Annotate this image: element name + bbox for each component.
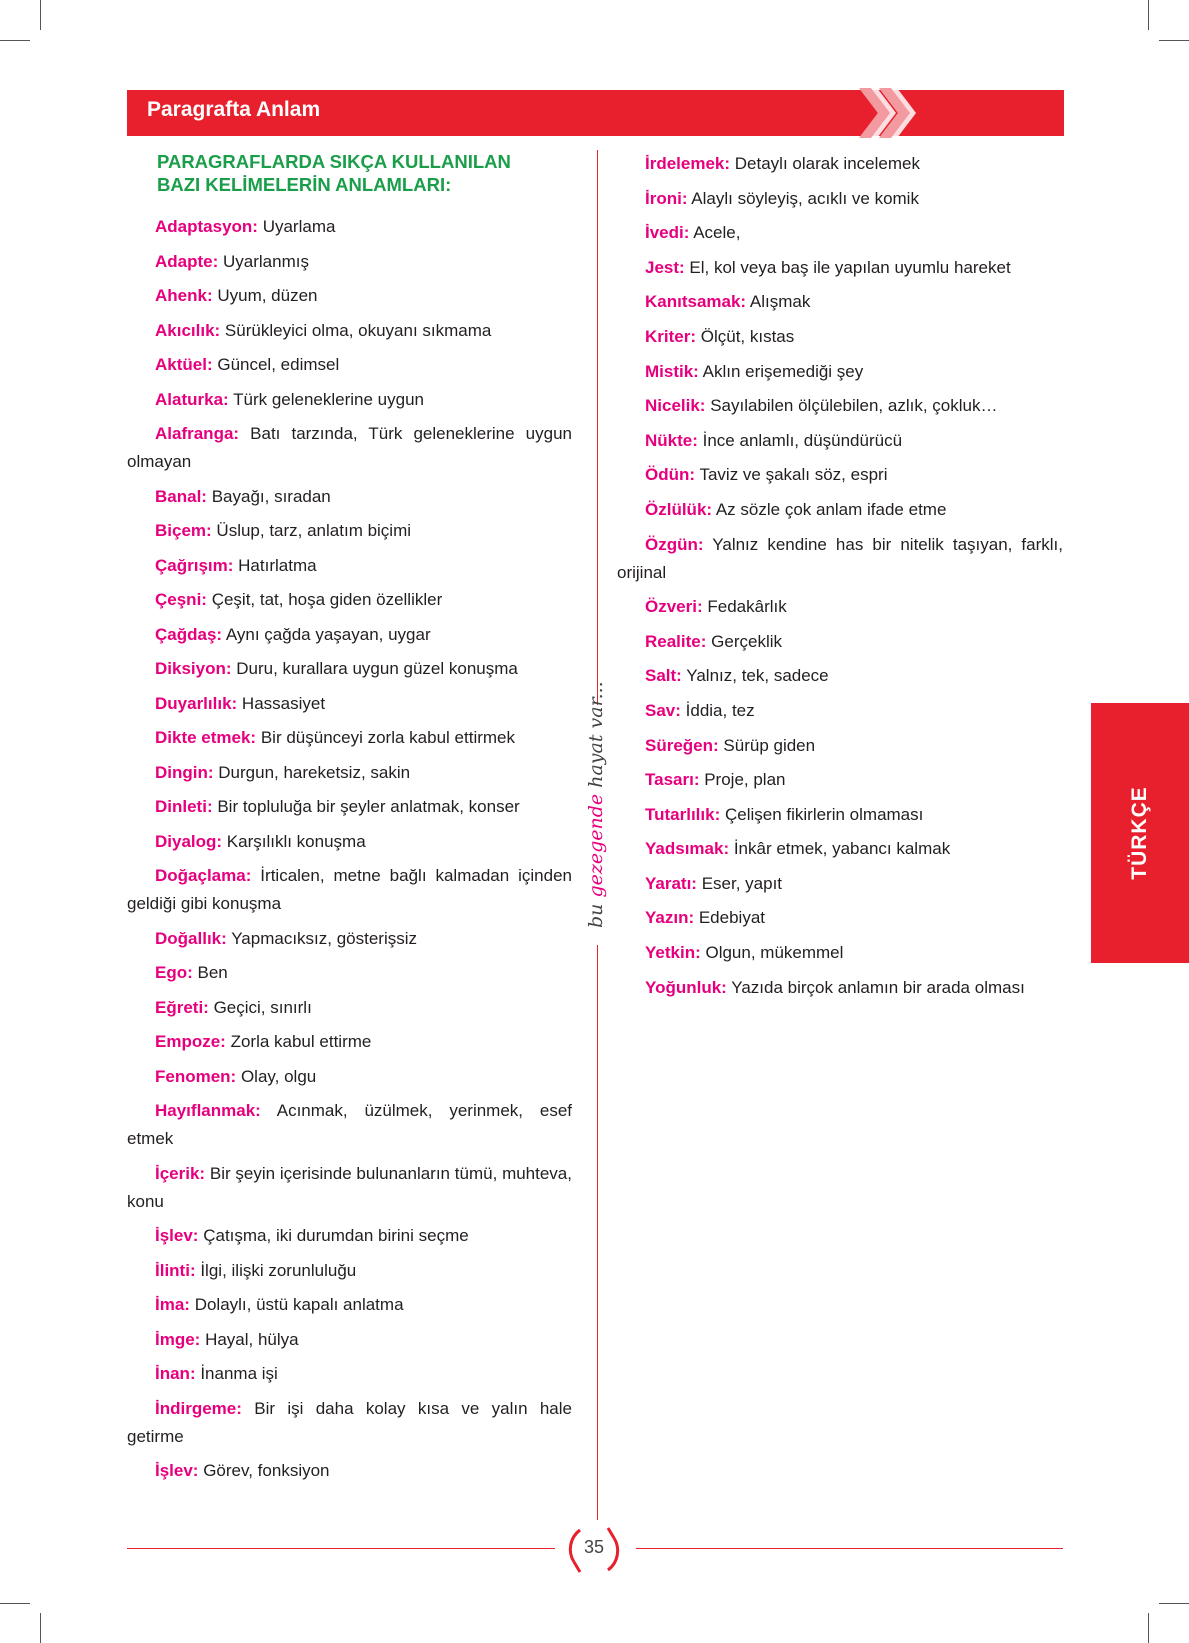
glossary-entry (127, 1063, 572, 1091)
glossary-definition: Gerçeklik (706, 631, 782, 651)
page-number: 35 (583, 1537, 605, 1557)
glossary-definition: Türk geleneklerine uygun (228, 389, 424, 409)
right-column (617, 150, 1063, 1008)
glossary-term: Adapte: (155, 251, 219, 271)
glossary-term: Diksiyon: (155, 659, 232, 678)
glossary-term: Empoze: (155, 1032, 226, 1051)
glossary-entry (127, 483, 572, 511)
crop-mark (1148, 1613, 1149, 1643)
glossary-entry (127, 552, 572, 580)
glossary-term: Dinleti: (155, 797, 213, 816)
glossary-term: İvedi: (645, 223, 690, 243)
glossary-term: Jest: (645, 257, 685, 277)
glossary-definition: Taviz ve şakalı söz, espri (695, 465, 888, 485)
glossary-definition: Hayal, hülya (200, 1329, 299, 1349)
glossary-term: Salt: (645, 666, 682, 686)
glossary-entry (617, 219, 1063, 247)
glossary-entry (617, 185, 1063, 213)
glossary-entry (617, 974, 1063, 1002)
glossary-definition: Bayağı, sıradan (206, 486, 331, 506)
glossary-term: İşlev: (155, 1461, 199, 1480)
glossary-entry (127, 1326, 572, 1354)
glossary-definition: Hatırlatma (233, 555, 317, 575)
glossary-list-left (127, 213, 572, 1485)
glossary-term: Özgün: (645, 534, 704, 554)
glossary-entry (617, 801, 1063, 829)
glossary-definition: Az sözle çok anlam ifade etme (712, 499, 947, 519)
glossary-entry (127, 1291, 572, 1319)
glossary-definition: Hassasiyet (237, 693, 326, 713)
glossary-term: Dingin: (155, 762, 214, 782)
glossary-term: İroni: (645, 188, 688, 208)
glossary-term: Adaptasyon: (155, 217, 258, 236)
glossary-definition: Bir düşünceyi zorla kabul ettirmek (256, 728, 515, 747)
glossary-definition: Duru, kurallara uygun güzel konuşma (231, 659, 518, 678)
glossary-term: Özlülük: (645, 499, 713, 519)
glossary-entry (127, 959, 572, 987)
glossary-entry (127, 420, 572, 476)
glossary-definition: Aynı çağda yaşayan, uygar (222, 624, 431, 644)
glossary-term: Yazın: (645, 908, 695, 928)
glossary-term: Sav: (645, 700, 681, 720)
glossary-term: Yoğunluk: (645, 977, 727, 997)
glossary-entry (127, 994, 572, 1022)
glossary-term: Özveri: (645, 597, 703, 617)
glossary-definition: Çelişen fikirlerin olmaması (720, 804, 924, 824)
glossary-entry (617, 254, 1063, 282)
glossary-definition: İlgi, ilişki zorunluluğu (195, 1260, 357, 1280)
glossary-definition: Sayılabilen ölçülebilen, azlık, çokluk… (705, 396, 998, 416)
glossary-entry (127, 351, 572, 379)
glossary-term: Çağrışım: (155, 555, 234, 575)
crop-mark (40, 0, 41, 30)
glossary-term: İmge: (155, 1329, 201, 1349)
glossary-entry (617, 835, 1063, 863)
glossary-term: Dikte etmek: (155, 728, 257, 747)
column-divider (597, 150, 598, 705)
glossary-term: Kriter: (645, 326, 697, 346)
section-title: PARAGRAFLARDA SIKÇA KULLANILAN BAZI KELİMELERİN ANLAMLARI: (157, 151, 511, 195)
glossary-entry (127, 862, 572, 918)
glossary-entry (127, 655, 572, 683)
glossary-entry (127, 724, 572, 752)
glossary-term: İşlev: (155, 1226, 199, 1245)
glossary-definition: İnkâr etmek, yabancı kalmak (729, 839, 951, 859)
glossary-term: Tutarlılık: (645, 804, 721, 824)
glossary-term: Realite: (645, 631, 707, 651)
glossary-entry (127, 1160, 572, 1216)
glossary-entry (127, 248, 572, 276)
glossary-definition: Detaylı olarak incelemek (730, 154, 920, 173)
page-title: Paragrafta Anlam (147, 98, 321, 121)
glossary-definition: Proje, plan (699, 770, 786, 790)
glossary-definition: Karşılıklı konuşma (222, 831, 366, 851)
glossary-entry (127, 586, 572, 614)
glossary-definition: Uyarlanmış (218, 251, 309, 271)
glossary-definition: Ölçüt, kıstas (696, 326, 795, 346)
glossary-entry (617, 732, 1063, 760)
glossary-entry (127, 1457, 572, 1485)
glossary-entry (127, 1395, 572, 1451)
glossary-definition: Eser, yapıt (696, 873, 783, 893)
glossary-entry (127, 517, 572, 545)
glossary-entry (617, 939, 1063, 967)
glossary-definition: Yalnız, tek, sadece (681, 666, 829, 686)
glossary-definition: Dolaylı, üstü kapalı anlatma (189, 1295, 404, 1314)
glossary-entry (617, 323, 1063, 351)
glossary-entry (127, 1222, 572, 1250)
glossary-definition: Acınmak, üzülmek, yerinmek, esef etmek (127, 1101, 572, 1148)
glossary-term: Ödün: (645, 465, 696, 485)
glossary-term: Çağdaş: (155, 624, 223, 644)
glossary-definition: El, kol veya baş ile yapılan uyumlu hareket (684, 257, 1011, 277)
glossary-entry (127, 386, 572, 414)
glossary-entry (617, 392, 1063, 420)
glossary-definition: Aklın erişemediği şey (698, 361, 864, 381)
double-chevron-icon (856, 84, 916, 142)
glossary-entry (617, 531, 1063, 587)
glossary-term: Tasarı: (645, 770, 700, 790)
glossary-entry (617, 150, 1063, 178)
glossary-entry (617, 496, 1063, 524)
glossary-definition: Olay, olgu (236, 1066, 317, 1086)
glossary-entry (617, 662, 1063, 690)
glossary-definition: İnce anlamlı, düşündürücü (697, 430, 903, 450)
crop-mark (40, 1613, 41, 1643)
glossary-entry (127, 213, 572, 241)
glossary-term: İma: (155, 1295, 190, 1314)
glossary-entry (617, 358, 1063, 386)
glossary-entry (617, 288, 1063, 316)
glossary-term: Ego: (155, 963, 193, 982)
glossary-definition: Sürükleyici olma, okuyanı sıkmama (220, 320, 492, 340)
glossary-definition: Uyum, düzen (212, 286, 318, 305)
glossary-entry (617, 870, 1063, 898)
glossary-entry (127, 690, 572, 718)
glossary-entry (127, 621, 572, 649)
glossary-entry (127, 793, 572, 821)
glossary-entry (127, 1360, 572, 1388)
glossary-term: Yadsımak: (645, 839, 730, 859)
slogan-highlight: gezegende (585, 793, 607, 898)
glossary-entry (127, 1097, 572, 1153)
crop-mark (1159, 1603, 1189, 1604)
glossary-term: Akıcılık: (155, 320, 221, 340)
glossary-entry (617, 697, 1063, 725)
glossary-term: Biçem: (155, 521, 212, 540)
slogan-part: hayat var... (585, 681, 607, 794)
glossary-term: Alafranga: (155, 424, 240, 443)
glossary-entry (127, 282, 572, 310)
glossary-definition: Zorla kabul ettirme (225, 1032, 372, 1051)
glossary-entry (617, 427, 1063, 455)
crop-mark (1148, 0, 1149, 30)
glossary-definition: Bir işi daha kolay kısa ve yalın hale getirme (127, 1398, 572, 1446)
glossary-definition: Bir şeyin içerisinde bulunanların tümü, muhteva, konu (127, 1163, 572, 1211)
glossary-entry (617, 766, 1063, 794)
glossary-definition: Uyarlama (257, 217, 336, 236)
glossary-definition: Çeşit, tat, hoşa giden özellikler (206, 590, 443, 609)
glossary-definition: Ben (192, 963, 228, 982)
glossary-definition: Yazıda birçok anlamın bir arada olması (726, 977, 1025, 997)
glossary-definition: Yapmacıksız, gösterişsiz (226, 928, 418, 948)
glossary-list-right (617, 150, 1063, 1002)
glossary-definition: Bir topluluğa bir şeyler anlatmak, konser (212, 797, 520, 816)
glossary-definition: Alışmak (746, 292, 811, 312)
glossary-entry (617, 461, 1063, 489)
glossary-term: Kanıtsamak: (645, 292, 747, 312)
glossary-term: İçerik: (155, 1163, 206, 1183)
glossary-term: Ahenk: (155, 286, 213, 305)
glossary-definition: İddia, tez (680, 700, 755, 720)
glossary-definition: Üslup, tarz, anlatım biçimi (211, 521, 412, 540)
glossary-entry (127, 759, 572, 787)
glossary-term: Doğallık: (155, 928, 227, 948)
glossary-definition: Alaylı söyleyiş, acıklı ve komik (687, 188, 919, 208)
glossary-term: Banal: (155, 486, 207, 506)
glossary-term: Duyarlılık: (155, 693, 238, 713)
glossary-term: İnan: (155, 1364, 196, 1383)
glossary-term: Doğaçlama: (155, 866, 252, 885)
footer-line (636, 1548, 1063, 1549)
glossary-definition: Durgun, hareketsiz, sakin (213, 762, 411, 782)
glossary-term: Mistik: (645, 361, 699, 381)
glossary-definition: Geçici, sınırlı (208, 997, 312, 1017)
glossary-definition: İrticalen, metne bağlı kalmadan içinden geldiği gibi konuşma (127, 866, 572, 913)
glossary-definition: Acele, (689, 223, 741, 243)
glossary-entry (617, 593, 1063, 621)
glossary-term: Nükte: (645, 430, 698, 450)
glossary-term: Diyalog: (155, 831, 223, 851)
crop-mark (0, 40, 30, 41)
subject-tab-label: TÜRKÇE (1128, 786, 1151, 880)
glossary-term: İrdelemek: (645, 154, 731, 173)
glossary-entry (127, 828, 572, 856)
glossary-definition: Edebiyat (694, 908, 766, 928)
left-column (127, 150, 572, 1492)
glossary-term: Fenomen: (155, 1066, 237, 1086)
glossary-definition: Yalnız kendine has bir nitelik taşıyan, farklı, orijinal (617, 534, 1063, 582)
glossary-term: İndirgeme: (155, 1398, 242, 1418)
subject-tab (1091, 703, 1189, 963)
glossary-definition: Olgun, mükemmel (700, 943, 844, 963)
glossary-term: Alaturka: (155, 389, 229, 409)
crop-mark (1159, 40, 1189, 41)
glossary-term: Hayıflanmak: (155, 1101, 261, 1120)
glossary-entry (127, 1028, 572, 1056)
glossary-term: Yaratı: (645, 873, 697, 893)
glossary-definition: Sürüp giden (718, 735, 816, 755)
crop-mark (0, 1603, 30, 1604)
glossary-entry (127, 1257, 572, 1285)
glossary-definition: Çatışma, iki durumdan birini seçme (198, 1226, 469, 1245)
glossary-term: Aktüel: (155, 355, 213, 374)
glossary-term: Yetkin: (645, 943, 701, 963)
glossary-definition: Güncel, edimsel (212, 355, 340, 374)
column-divider (597, 945, 598, 1520)
slogan-part: bu (585, 897, 607, 928)
glossary-term: Süreğen: (645, 735, 719, 755)
side-slogan (585, 681, 615, 928)
glossary-entry (617, 904, 1063, 932)
glossary-term: Eğreti: (155, 997, 209, 1017)
glossary-term: Nicelik: (645, 396, 706, 416)
footer-line (127, 1548, 555, 1549)
glossary-definition: Fedakârlık (702, 597, 787, 617)
glossary-entry (127, 317, 572, 345)
glossary-term: Çeşni: (155, 590, 207, 609)
glossary-term: İlinti: (155, 1260, 196, 1280)
glossary-definition: İnanma işi (195, 1364, 278, 1383)
glossary-entry (127, 925, 572, 953)
glossary-definition: Görev, fonksiyon (198, 1461, 330, 1480)
glossary-entry (617, 628, 1063, 656)
glossary-definition: Batı tarzında, Türk geleneklerine uygun olmayan (127, 424, 572, 471)
